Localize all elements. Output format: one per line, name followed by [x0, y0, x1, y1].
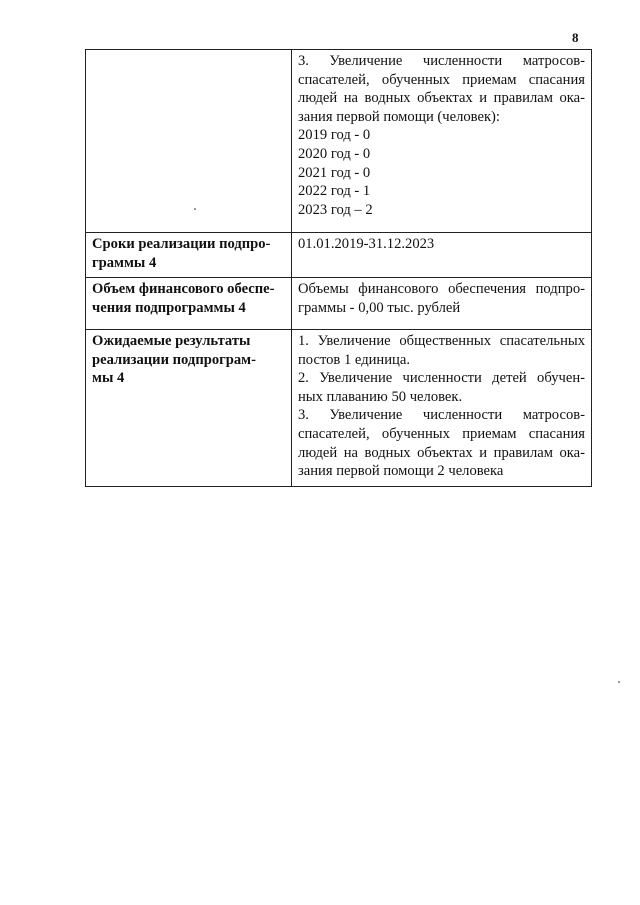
table-row-expected-results	[86, 330, 592, 487]
page-number: 8	[572, 30, 579, 45]
year-value-2023: 2023 год – 2	[298, 201, 373, 218]
indicator-3-line-3: людей на водных объектах и правилам ока-	[298, 90, 585, 107]
financing-value-line-2: граммы - 0,00 тыс. рублей	[298, 299, 461, 316]
implementation-period-label-line-2: граммы 4	[92, 254, 157, 271]
expected-results-label-line-2: реализации подпрограм-	[92, 351, 256, 368]
result-1-line-1: 1. Увеличение общественных спасательных	[298, 333, 585, 349]
indicator-3-cell	[292, 50, 592, 233]
year-value-2019: 2019 год - 0	[298, 127, 371, 144]
indicator-3-line-1: 3. Увеличение численности матросов-	[298, 53, 585, 69]
year-value-2021: 2021 год - 0	[298, 164, 371, 181]
financing-value-cell	[292, 278, 592, 330]
scan-speck	[618, 681, 620, 683]
financing-label	[86, 278, 292, 330]
year-value-2020: 2020 год - 0	[298, 145, 371, 162]
year-value-2022: 2022 год - 1	[298, 183, 371, 200]
result-3-line-4: зания первой помощи 2 человека	[298, 463, 504, 480]
scan-speck	[194, 208, 196, 210]
table-row-indicators-continued	[86, 50, 592, 233]
financing-value-line-1: Объемы финансового обеспечения подпро-	[298, 281, 585, 297]
result-3-line-1: 3. Увеличение численности матросов-	[298, 407, 585, 424]
expected-results-value-cell	[292, 330, 592, 487]
row-label-empty	[86, 50, 292, 233]
implementation-period-label-line-1: Сроки реализации подпро-	[92, 236, 271, 252]
indicator-3-line-4: зания первой помощи (человек):	[298, 108, 500, 125]
result-3-line-2: спасателей, обученных приемам спасания	[298, 425, 585, 442]
table-row-implementation-period	[86, 233, 592, 278]
result-3-line-3: людей на водных объектах и правилам ока-	[298, 444, 585, 461]
expected-results-label	[86, 330, 292, 487]
expected-results-label-line-1: Ожидаемые результаты	[92, 333, 251, 349]
result-1-line-2: постов 1 единица.	[298, 351, 410, 368]
financing-label-line-1: Объем финансового обеспе-	[92, 281, 275, 297]
implementation-period-label	[86, 233, 292, 278]
implementation-period-value-cell	[292, 233, 592, 278]
subprogram-passport-table	[85, 49, 592, 487]
implementation-period-value: 01.01.2019-31.12.2023	[298, 236, 435, 252]
result-2-line-1: 2. Увеличение численности детей обучен-	[298, 370, 585, 387]
indicator-3-line-2: спасателей, обученных приемам спасания	[298, 71, 585, 88]
expected-results-label-line-3: мы 4	[92, 370, 125, 387]
result-2-line-2: ных плаванию 50 человек.	[298, 388, 463, 405]
financing-label-line-2: чения подпрограммы 4	[92, 299, 246, 316]
table-row-financing	[86, 278, 592, 330]
